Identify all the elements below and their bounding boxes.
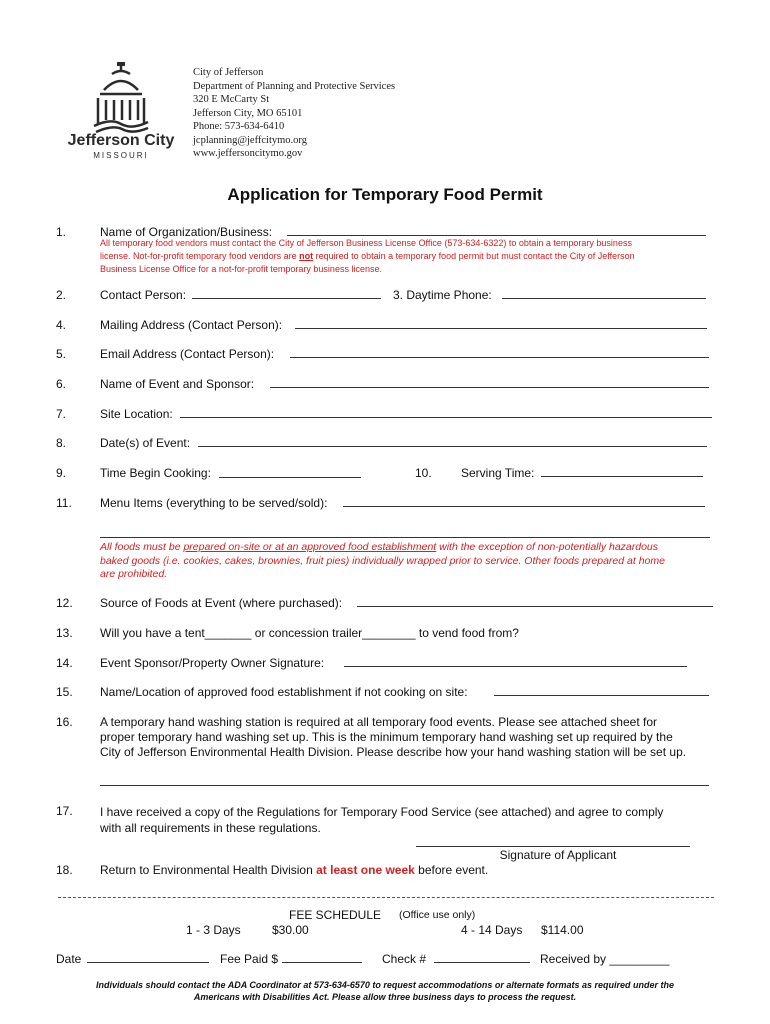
field-event-sponsor[interactable] (270, 387, 709, 388)
text-hand-washing (100, 715, 686, 760)
note-line: baked goods (i.e. cookies, cakes, brownies, fruit pies) individually wrapped prior to service. Other foods prepared at home (100, 554, 665, 567)
item-number: 11. (56, 496, 72, 510)
fee-schedule-heading: FEE SCHEDULE (289, 908, 382, 922)
ada-footer (40, 979, 730, 1003)
field-office-date[interactable] (87, 962, 209, 963)
text-emphasis: at least one week (316, 863, 415, 877)
label-source-of-foods: Source of Foods at Event (where purchased): (100, 596, 343, 610)
note-line: All temporary food vendors must contact the City of Jefferson Business License Office (573-634-6322) to obtain a temporary business (100, 238, 632, 248)
field-applicant-signature[interactable] (416, 846, 690, 847)
address-line: Phone: 573-634-6410 (193, 121, 285, 132)
field-time-begin-cooking[interactable] (219, 477, 361, 478)
text-return-instruction (100, 863, 488, 877)
label-fee-paid: Fee Paid $ (220, 952, 279, 966)
fee-tier-long-amount: $114.00 (541, 923, 584, 937)
note-business-license (100, 237, 720, 276)
label-event-sponsor: Name of Event and Sponsor: (100, 377, 255, 391)
label-serving-time: Serving Time: (461, 466, 535, 480)
field-menu-items[interactable] (343, 506, 705, 507)
note-text: with the exception of non-potentially hazardous (436, 541, 659, 553)
field-email[interactable] (290, 357, 709, 358)
label-owner-signature: Event Sponsor/Property Owner Signature: (100, 656, 325, 670)
item-number: 12. (56, 596, 73, 610)
field-serving-time[interactable] (541, 476, 703, 477)
field-menu-items-line2[interactable] (100, 537, 710, 538)
field-contact-person[interactable] (192, 298, 381, 299)
label-daytime-phone: 3. Daytime Phone: (393, 288, 492, 302)
fee-tier-short-label: 1 - 3 Days (186, 923, 241, 937)
text-line: proper temporary hand washing set up. This is the minimum temporary hand washing set up required by the (100, 730, 673, 744)
label-contact-person: Contact Person: (100, 288, 187, 302)
item-number: 5. (56, 347, 67, 361)
field-approved-establishment[interactable] (494, 695, 709, 696)
note-text: All foods must be (100, 541, 184, 553)
capitol-dome-icon (66, 62, 176, 134)
label-date: Date (56, 952, 82, 966)
item-number: 10. (415, 466, 432, 480)
section-divider (58, 897, 714, 898)
field-organization[interactable] (287, 235, 706, 236)
field-event-dates[interactable] (198, 446, 707, 447)
label-site-location: Site Location: (100, 407, 173, 421)
note-line: are prohibited. (100, 568, 168, 580)
address-line: Department of Planning and Protective Services (193, 80, 396, 92)
label-received-by: Received by _________ (540, 952, 670, 966)
note-line (100, 541, 725, 555)
item-number: 6. (56, 377, 67, 391)
office-use-label: (Office use only) (399, 909, 476, 921)
item-number: 9. (56, 466, 67, 480)
item-number: 1. (56, 225, 67, 239)
city-logo (66, 62, 176, 162)
field-fee-paid[interactable] (282, 962, 362, 963)
label-email: Email Address (Contact Person): (100, 347, 275, 361)
logo-name: Jefferson City (67, 132, 175, 149)
field-hand-washing-description[interactable] (100, 785, 709, 786)
note-line: Business License Office for a not-for-profit temporary business license. (100, 264, 382, 274)
item-number: 4. (56, 318, 67, 332)
note-food-preparation (100, 541, 725, 582)
text-part: before event. (414, 863, 489, 877)
label-menu-items: Menu Items (everything to be served/sold): (100, 496, 328, 510)
label-signature-applicant: Signature of Applicant (499, 848, 617, 862)
item-number: 14. (56, 656, 73, 670)
field-check-number[interactable] (434, 962, 530, 963)
label-tent-or-trailer: Will you have a tent_______ or concession trailer________ to vend food from? (100, 626, 519, 640)
item-number: 8. (56, 436, 67, 450)
label-organization: Name of Organization/Business: (100, 225, 273, 239)
label-time-begin-cooking: Time Begin Cooking: (100, 466, 211, 480)
text-line: with all requirements in these regulations. (100, 821, 321, 835)
address-line: jcplanning@jeffcitymo.org (193, 134, 307, 146)
note-line (100, 250, 720, 263)
note-text: license. Not-for-profit temporary food vendors are (100, 251, 300, 261)
field-daytime-phone[interactable] (502, 298, 706, 299)
label-event-dates: Date(s) of Event: (100, 436, 191, 450)
fee-tier-long-label: 4 - 14 Days (461, 923, 523, 937)
field-site-location[interactable] (180, 417, 712, 418)
label-approved-establishment: Name/Location of approved food establishment if not cooking on site: (100, 685, 468, 699)
item-number: 18. (56, 863, 73, 877)
text-part: Return to Environmental Health Division (100, 863, 317, 877)
note-text: required to obtain a temporary food permit but must contact the City of Jefferson (313, 251, 635, 261)
text-line: City of Jefferson Environmental Health Division. Please describe how your hand washing station will be set up. (100, 745, 687, 759)
footer-line: Individuals should contact the ADA Coordinator at 573-634-6570 to request accommodations or alternate formats as required under the (96, 980, 674, 990)
item-number: 7. (56, 407, 67, 421)
item-number: 13. (56, 626, 73, 640)
note-emphasis: not (299, 251, 314, 261)
fee-tier-short-amount: $30.00 (272, 923, 309, 937)
department-address (193, 66, 395, 161)
address-line: City of Jefferson (193, 67, 264, 78)
label-check-number: Check # (382, 952, 427, 966)
item-number: 15. (56, 685, 73, 699)
field-source-of-foods[interactable] (357, 606, 713, 607)
item-number: 17. (56, 804, 73, 818)
text-regulations-agreement (100, 804, 663, 836)
page-title: Application for Temporary Food Permit (227, 185, 543, 204)
item-number: 2. (56, 288, 67, 302)
text-line: I have received a copy of the Regulations for Temporary Food Service (see attached) and agree to comply (100, 805, 664, 819)
text-line: A temporary hand washing station is required at all temporary food events. Please see attached sheet for (100, 715, 657, 729)
address-line: 320 E McCarty St (193, 94, 270, 105)
field-mailing-address[interactable] (295, 328, 707, 329)
address-line: Jefferson City, MO 65101 (193, 107, 303, 119)
address-line: www.jeffersoncitymo.gov (193, 148, 303, 159)
footer-line: Americans with Disabilities Act. Please allow three business days to process the request. (193, 992, 577, 1002)
item-number: 16. (56, 715, 73, 729)
logo-state: MISSOURI (93, 151, 149, 160)
note-emphasis: prepared on-site or at an approved food establishment (183, 541, 437, 553)
label-mailing-address: Mailing Address (Contact Person): (100, 318, 283, 332)
field-owner-signature[interactable] (344, 666, 687, 667)
